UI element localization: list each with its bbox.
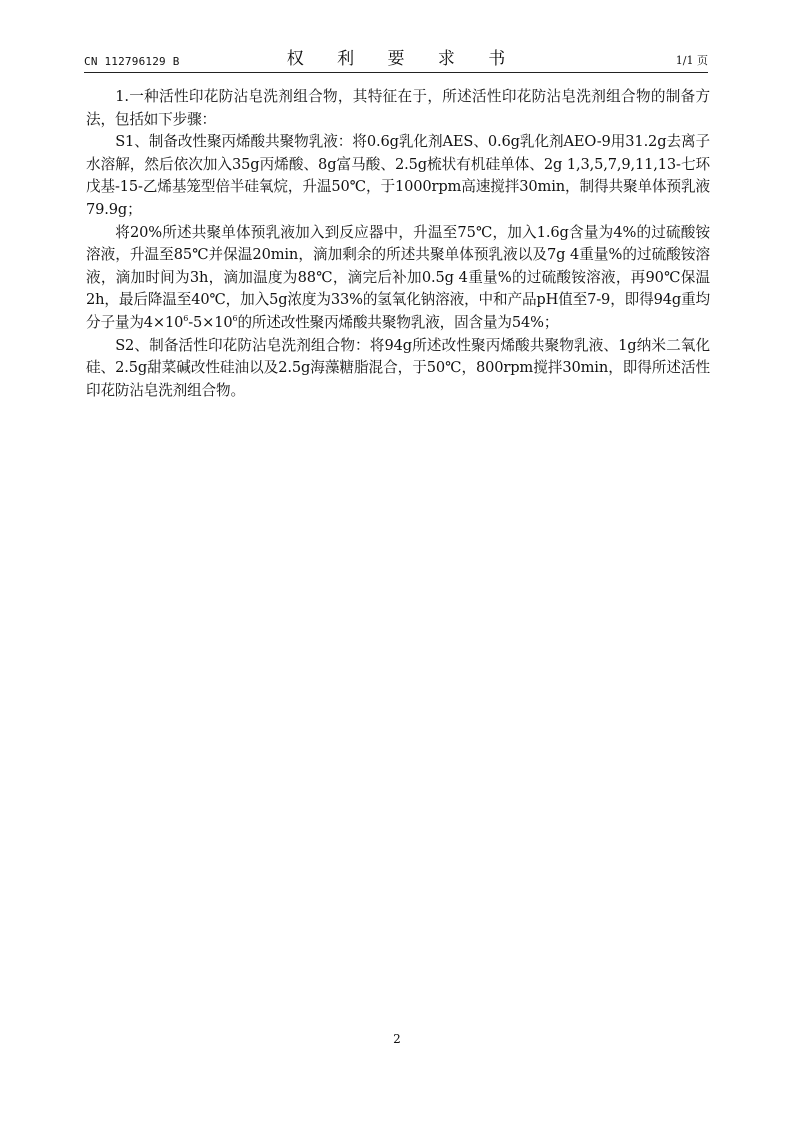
- paragraph-text: -5×10: [188, 313, 233, 331]
- claim-step-s2: S2、制备活性印花防沾皂洗剂组合物：将94g所述改性聚丙烯酸共聚物乳液、1g纳米二氧化硅、2.5g甜菜碱改性硅油以及2.5g海藻糖脂混合，于50℃，800rpm搅拌30min，即得所述活性印花防沾皂洗剂组合物。: [86, 336, 710, 399]
- paragraph-text: 即得94g重均分子量为4×10: [86, 291, 710, 331]
- superscript: 6: [183, 314, 189, 324]
- claim-step-s1: S1、制备改性聚丙烯酸共聚物乳液：将0.6g乳化剂AES、0.6g乳化剂AEO-9用31.2g去离子水溶解，然后依次加入35g丙烯酸、8g富马酸、2.5g梳状有机硅单体、2g 1,3,5,7,9,11,13-七环戊基-15-乙烯基笼型倍半硅氧烷，升温50℃，于1000rpm高速搅拌30min，制得共聚单体预乳液79.9g；: [86, 133, 710, 218]
- document-title: 权 利 要 求 书: [286, 49, 520, 69]
- superscript: 6: [232, 314, 238, 324]
- claim-1-intro: 1.一种活性印花防沾皂洗剂组合物，其特征在于，所述活性印花防沾皂洗剂组合物的制备方法，包括如下步骤：: [86, 88, 710, 128]
- claims-body: [86, 86, 710, 402]
- publication-number: CN 112796129 B: [84, 55, 180, 68]
- claim-step-s1-polymerization: [86, 222, 710, 335]
- paragraph-text: 将20%所述共聚单体预乳液加入到反应器中，升温至75℃，加入1.6g含量为4%的过硫酸铵溶液，升温至85℃并保温20min，滴加剩余的所述共聚单体预乳液以及7g 4重量%的过硫酸铵溶液，滴加时间为3h，滴加温度为88℃，滴完后补加0.5g 4重量%的过硫酸铵溶液，再90℃保温2h，最后降温至40℃，加入5g浓度为33%的氢氧化钠溶液，中和产品pH值至7-9，: [86, 223, 710, 309]
- page-number: 2: [393, 1032, 401, 1046]
- page-header: [84, 44, 708, 73]
- paragraph-text: 的所述改性聚丙烯酸共聚物乳液，固含量为54%；: [237, 313, 559, 331]
- page-count: 1/1 页: [675, 54, 708, 67]
